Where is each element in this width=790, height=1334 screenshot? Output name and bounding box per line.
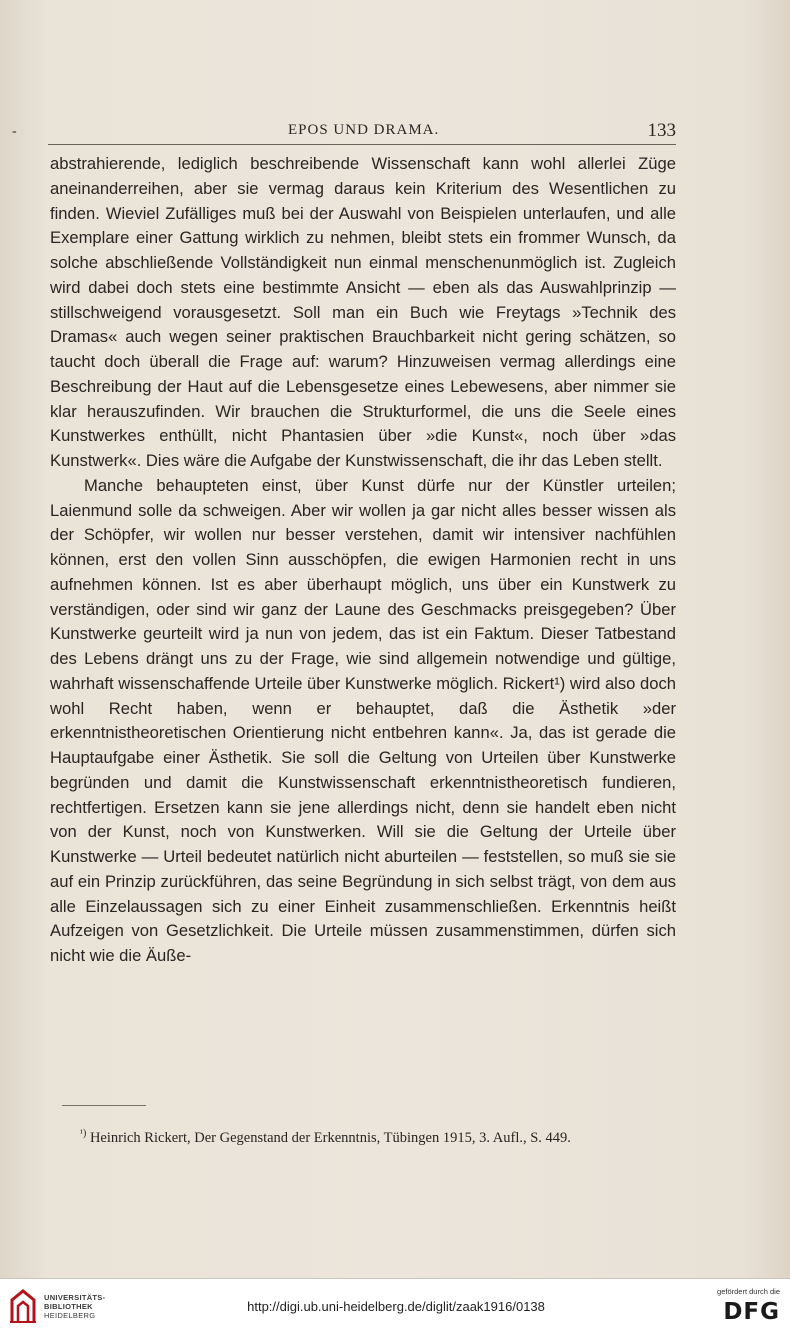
footnote-mark: ¹) xyxy=(80,1128,87,1139)
funding-note: gefördert durch die xyxy=(717,1287,780,1296)
footnote-text: Heinrich Rickert, Der Gegenstand der Erkenntnis, Tübingen 1915, 3. Aufl., S. 449. xyxy=(86,1129,571,1146)
viewer-footer xyxy=(0,1278,790,1334)
header-rule xyxy=(48,144,676,145)
footnote xyxy=(50,1124,676,1148)
paragraph-1: abstrahierende, lediglich beschreibende Wissenschaft kann wohl allerlei Züge aneinanderreihen, aber sie vermag daraus kein Kriterium des Wesentlichen zu finden. Wieviel Zufälliges muß bei der Auswahl von Beispielen unterlaufen, und alle Exemplare einer Gattung wirklich zu nehmen, bleibt stets ein frommer Wunsch, da solche abschließende Vollständigkeit nun einmal menschenunmöglich ist. Zugleich wird dabei doch stets eine bestimmte Ansicht — eben als das Auswahlprinzip — stillschweigend vorausgesetzt. Soll man ein Buch wie Freytags »Technik des Dramas« auch wegen seiner praktischen Brauchbarkeit nicht gering schätzen, so taucht doch überall die Frage auf: warum? Hinzuweisen vermag allerdings eine Beschreibung der Haut auf die Lebensgesetze eines Lebewesens, aber nimmer sie klar herauszufinden. Wir brauchen die Strukturformel, die uns die Seele eines Kunstwerkes enthüllt, nicht Phantasien über »die Kunst«, noch über »das Kunstwerk«. Dies wäre die Aufgabe der Kunstwissenschaft, die ihr das Leben stellt. xyxy=(50,154,676,470)
running-title: EPOS UND DRAMA. xyxy=(288,122,440,138)
permalink-url[interactable]: http://digi.ub.uni-heidelberg.de/diglit/zaak1916/0138 xyxy=(247,1299,545,1314)
page-number: 133 xyxy=(647,120,676,141)
institution-line-1: UNIVERSITÄTS- xyxy=(44,1293,106,1302)
paragraph-2: Manche behaupteten einst, über Kunst dürfe nur der Künstler urteilen; Laienmund solle da schweigen. Aber wir wollen ja gar nicht alles besser wissen als der Schöpfer, wir wollen nur besser verstehen, damit wir intensiver nachfühlen können, erst den vollen Sinn ausschöpfen, die ewigen Harmonien recht in uns aufnehmen können. Ist es aber überhaupt möglich, uns über ein Kunstwerk zu verständigen, oder sind wir ganz der Laune des Geschmacks preisgegeben? Über Kunstwerke geurteilt wird ja nun von jedem, das ist ein Faktum. Dieser Tatbestand des Lebens drängt uns zu der Frage, wie sind allgemein notwendige und gültige, wahrhaft wissenschaffende Urteile über Kunstwerke möglich. Rickert¹) wird also doch wohl Recht haben, wenn er behauptet, daß die Ästhetik »der erkenntnistheoretischen Orientierung nicht entbehren kann«. Ja, das ist gerade die Hauptaufgabe einer Ästhetik. Sie soll die Geltung von Urteilen über Kunstwerke begründen und damit die Kunstwissenschaft erkenntnistheoretisch fundieren, rechtfertigen. Ersetzen kann sie jene allerdings nicht, denn sie handelt eben nicht von der Kunst, noch von Kunstwerken. Will sie die Geltung der Urteile über Kunstwerke — Urteil bedeutet natürlich nicht aburteilen — feststellen, so muß sie sie auf ein Prinzip zurückführen, das seine Begründung in sich selbst trägt, von dem aus alle Einzelaussagen sich zu einer Einheit zusammenschließen. Erkenntnis heißt Aufzeigen von Gesetzlichkeit. Die Urteile müssen zusammenstimmen, dürfen sich nicht wie die Äuße- xyxy=(50,475,676,965)
institution-line-2: BIBLIOTHEK xyxy=(44,1302,93,1311)
institution-line-3: HEIDELBERG xyxy=(44,1311,96,1320)
footnote-rule xyxy=(62,1105,146,1106)
heidelberg-university-library-logo-icon[interactable] xyxy=(8,1288,38,1324)
institution-name[interactable] xyxy=(44,1293,105,1320)
header-dash: - xyxy=(12,124,17,139)
body-text xyxy=(50,152,676,969)
page-header xyxy=(12,120,676,146)
dfg-logo-icon[interactable]: DFG xyxy=(723,1299,780,1325)
